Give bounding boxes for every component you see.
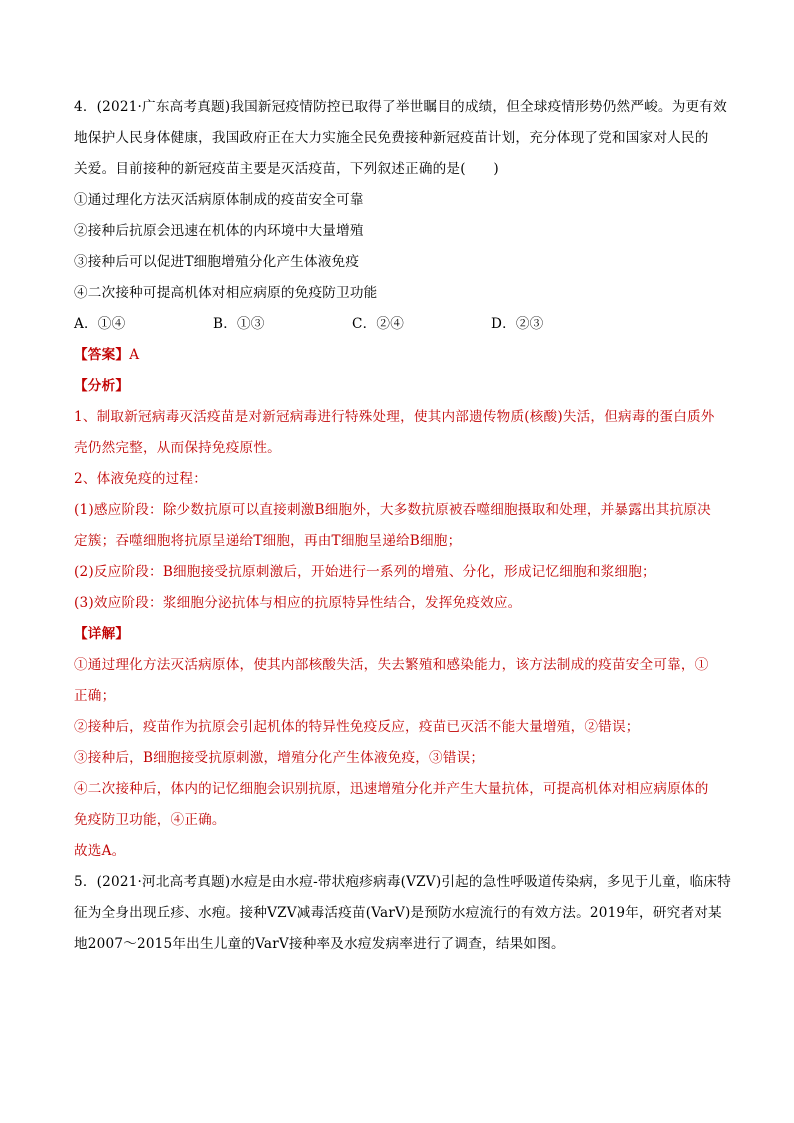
analysis-line-3: 2、体液免疫的过程： bbox=[74, 471, 207, 487]
analysis-tag: 【分析】 bbox=[74, 378, 130, 394]
question-5-stem-line-2: 征为全身出现丘疹、水疱。接种VZV减毒活疫苗(VarV)是预防水痘流行的有效方法。2019年，研究者对某 bbox=[74, 905, 722, 921]
analysis-line-7: (3)效应阶段：浆细胞分泌抗体与相应的抗原特异性结合，发挥免疫效应。 bbox=[74, 595, 522, 611]
statement-2: ②接种后抗原会迅速在机体的内环境中大量增殖 bbox=[74, 223, 364, 239]
detail-line-3: ②接种后，疫苗作为抗原会引起机体的特异性免疫反应，疫苗已灭活不能大量增殖，②错误； bbox=[74, 719, 640, 735]
answer-value: A bbox=[129, 347, 140, 363]
question-4-stem-line-3: 关爱。目前接种的新冠疫苗主要是灭活疫苗，下列叙述正确的是( ) bbox=[74, 161, 499, 177]
option-a[interactable]: A．①④ bbox=[74, 316, 126, 332]
question-4-stem-line-2: 地保护人民身体健康，我国政府正在大力实施全民免费接种新冠疫苗计划，充分体现了党和国家对人民的 bbox=[74, 130, 709, 146]
analysis-line-1: 1、制取新冠病毒灭活疫苗是对新冠病毒进行特殊处理，使其内部遗传物质(核酸)失活，但病毒的蛋白质外 bbox=[74, 409, 715, 425]
question-5-stem-line-1: 5．(2021·河北高考真题)水痘是由水痘-带状疱疹病毒(VZV)引起的急性呼吸道传染病，多见于儿童，临床特 bbox=[74, 874, 731, 890]
analysis-line-2: 壳仍然完整，从而保持免疫原性。 bbox=[74, 440, 281, 456]
option-b[interactable]: B．①③ bbox=[213, 316, 265, 332]
answer-options bbox=[74, 313, 724, 335]
analysis-line-5: 定簇；吞噬细胞将抗原呈递给T细胞，再由T细胞呈递给B细胞； bbox=[74, 533, 462, 549]
analysis-line-4: (1)感应阶段：除少数抗原可以直接刺激B细胞外，大多数抗原被吞噬细胞摄取和处理，并暴露出其抗原决 bbox=[74, 502, 711, 518]
question-5-stem-line-3: 地2007～2015年出生儿童的VarV接种率及水痘发病率进行了调查，结果如图。 bbox=[74, 936, 565, 952]
conclusion: 故选A。 bbox=[74, 843, 126, 859]
answer-line bbox=[74, 344, 724, 366]
document-content bbox=[74, 96, 731, 964]
analysis-line-6: (2)反应阶段：B细胞接受抗原刺激后，开始进行一系列的增殖、分化，形成记忆细胞和浆细胞； bbox=[74, 564, 656, 580]
answer-tag: 【答案】 bbox=[74, 347, 130, 363]
detail-line-2: 正确； bbox=[74, 688, 116, 704]
statement-4: ④二次接种可提高机体对相应病原的免疫防卫功能 bbox=[74, 285, 378, 301]
detail-line-5: ④二次接种后，体内的记忆细胞会识别抗原，迅速增殖分化并产生大量抗体，可提高机体对相应病原体的 bbox=[74, 781, 709, 797]
detail-line-6: 免疫防卫功能，④正确。 bbox=[74, 812, 226, 828]
statement-3: ③接种后可以促进T细胞增殖分化产生体液免疫 bbox=[74, 254, 360, 270]
detail-line-4: ③接种后，B细胞接受抗原刺激，增殖分化产生体液免疫，③错误； bbox=[74, 750, 485, 766]
option-d[interactable]: D．②③ bbox=[491, 316, 544, 332]
statement-1: ①通过理化方法灭活病原体制成的疫苗安全可靠 bbox=[74, 192, 364, 208]
detail-line-1: ①通过理化方法灭活病原体，使其内部核酸失活，失去繁殖和感染能力，该方法制成的疫苗安全可靠，① bbox=[74, 657, 709, 673]
detail-tag: 【详解】 bbox=[74, 626, 130, 642]
option-c[interactable]: C．②④ bbox=[352, 316, 404, 332]
question-4-stem-line-1: 4．(2021·广东高考真题)我国新冠疫情防控已取得了举世瞩目的成绩，但全球疫情形势仍然严峻。为更有效 bbox=[74, 99, 727, 115]
